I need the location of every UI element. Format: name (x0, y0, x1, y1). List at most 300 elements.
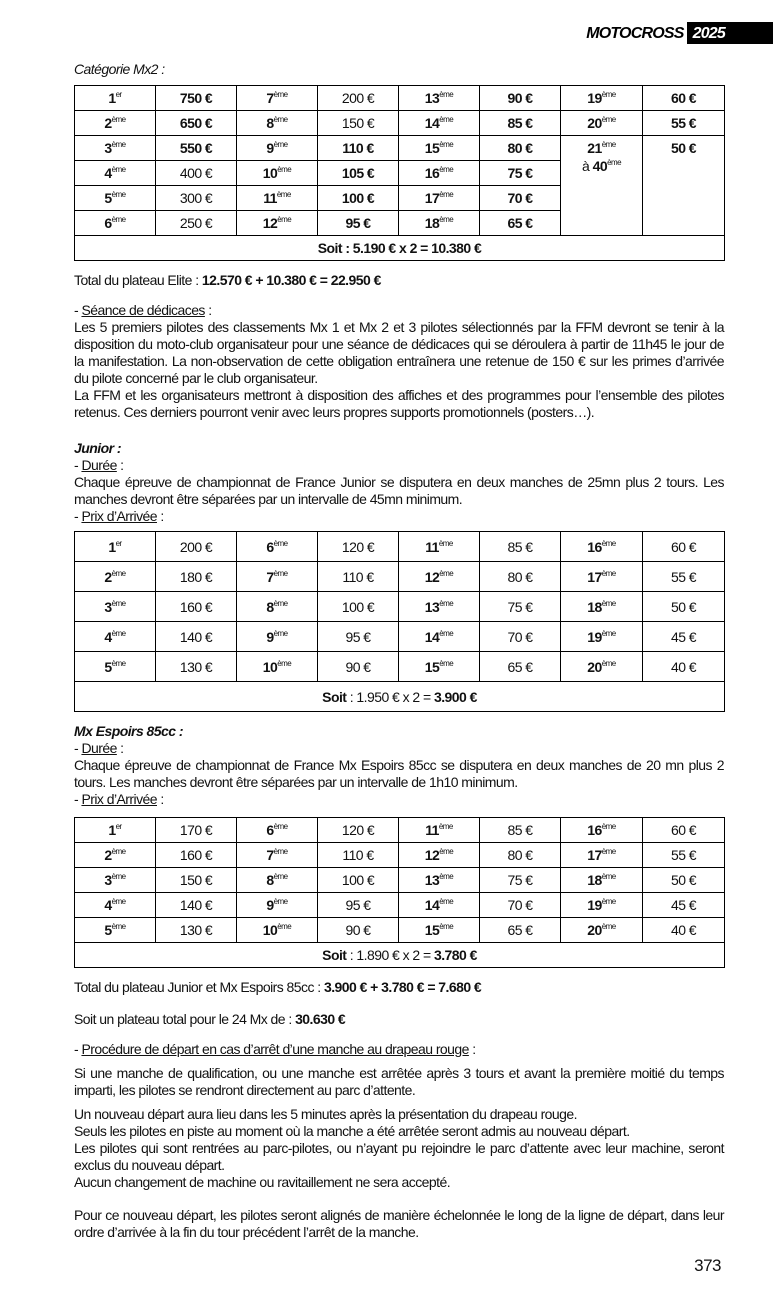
elite-total-value: 12.570 € + 10.380 € = 22.950 € (201, 272, 381, 288)
rank-suffix: ème (601, 538, 616, 548)
rank-cell (561, 918, 643, 943)
rank-cell (75, 161, 156, 186)
rank-number: 6 (104, 215, 112, 231)
table-row (75, 136, 725, 161)
rank-cell (399, 136, 480, 161)
rank-cell (75, 652, 156, 682)
rank-range-cell: 21ème à 40ème (561, 136, 643, 236)
procedure-dash: - (74, 1041, 82, 1057)
rank-number: 3 (104, 140, 112, 156)
rank-number: 6 (266, 538, 274, 555)
rank-suffix: ème (438, 538, 453, 548)
procedure-paragraph-1: Si une manche de qualification, ou une manche est arrêtée après 3 tours et avant la première moitié du temps imparti, les pilotes se rendront directement au parc d’attente. (74, 1065, 724, 1098)
plateau-total (74, 1011, 724, 1028)
prize-value-cell: 250 € (156, 211, 237, 236)
rank-number: 13 (424, 872, 440, 888)
rank-cell (399, 622, 480, 652)
plateau-total-value: 30.630 € (295, 1011, 346, 1027)
rank-cell (561, 652, 643, 682)
rank-suffix: ème (439, 658, 454, 668)
rank-number: 2 (104, 115, 112, 131)
rank-suffix: ème (273, 140, 288, 149)
rank-number: 20 (587, 115, 602, 131)
rank-number: 12 (424, 568, 440, 585)
procedure-paragraph-3: Pour ce nouveau départ, les pilotes seront alignés de manière échelonnée le long de la ligne de départ, dans leur ordre d’arrivée à la fin du tour précédent l’arrêt de la manche. (74, 1207, 724, 1240)
rank-suffix: er (115, 538, 122, 548)
procedure-line-c: Les pilotes qui sont rentrées au parc-pilotes, ou n’ayant pu rejoindre le parc d’attente avec leur machine, seront exclus du nouveau départ. (74, 1140, 724, 1173)
rank-suffix: ème (273, 847, 288, 856)
prize-value-cell: 650 € (156, 111, 237, 136)
rank-number: 3 (104, 598, 112, 615)
dedicaces-colon: : (204, 302, 212, 318)
prize-value-cell: 55 € (643, 111, 725, 136)
rank-cell (561, 622, 643, 652)
rank-suffix: ème (273, 115, 288, 124)
rank-cell (561, 818, 643, 843)
rank-suffix: ème (273, 538, 288, 548)
procedure-line-a: Un nouveau départ aura lieu dans les 5 minutes après la présentation du drapeau rouge. (74, 1106, 577, 1122)
rank-number: 14 (424, 628, 440, 645)
prize-value-cell: 40 € (643, 918, 725, 943)
prize-value-cell: 70 € (480, 622, 561, 652)
prize-value-cell: 120 € (318, 532, 399, 562)
rank-suffix: ème (601, 658, 616, 668)
rank-suffix: ème (273, 897, 288, 906)
rank-suffix: ème (601, 847, 616, 856)
junior-duree-label: - Durée : (74, 457, 124, 473)
rank-number: 12 (424, 847, 440, 863)
rank-cell (561, 562, 643, 592)
prize-value-cell: 95 € (318, 622, 399, 652)
prize-value-cell: 80 € (480, 843, 561, 868)
rank-cell (237, 818, 318, 843)
rank-suffix: ème (439, 598, 454, 608)
elite-total (74, 272, 724, 289)
prize-value-cell: 50 € (643, 136, 725, 236)
rank-number: 17 (424, 190, 440, 206)
prize-value-cell: 85 € (480, 818, 561, 843)
rank-cell (237, 136, 318, 161)
rank-number: 2 (104, 568, 112, 585)
rank-cell (75, 211, 156, 236)
rank-cell (399, 111, 480, 136)
espoirs-duree-label: - Durée : (74, 740, 124, 756)
rank-number: 1 (108, 822, 116, 838)
rank-suffix: ème (601, 90, 616, 99)
prize-value-cell: 400 € (156, 161, 237, 186)
rank-suffix: ème (276, 190, 291, 199)
rank-number: 4 (104, 897, 112, 913)
rank-number: 14 (424, 115, 440, 131)
rank-number: 7 (266, 568, 274, 585)
prize-value-cell: 100 € (318, 868, 399, 893)
prize-value-cell: 75 € (480, 161, 561, 186)
rank-suffix: ème (439, 897, 454, 906)
rank-cell (75, 893, 156, 918)
rank-cell (75, 622, 156, 652)
rank-cell (561, 843, 643, 868)
dedicaces-dash: - (74, 302, 82, 318)
prize-value-cell: 140 € (156, 622, 237, 652)
prize-value-cell: 45 € (643, 893, 725, 918)
prize-value-cell: 120 € (318, 818, 399, 843)
prize-value-cell: 150 € (156, 868, 237, 893)
rank-number: 11 (425, 822, 439, 838)
rank-cell (237, 843, 318, 868)
rank-number: 8 (266, 872, 274, 888)
prize-value-cell: 110 € (318, 136, 399, 161)
procedure-heading (74, 1041, 724, 1058)
rank-suffix: ème (273, 598, 288, 608)
rank-suffix: ème (601, 822, 616, 831)
prize-value-cell: 90 € (318, 652, 399, 682)
rank-cell (237, 161, 318, 186)
rank-cell (75, 918, 156, 943)
rank-cell (75, 818, 156, 843)
prize-value-cell: 40 € (643, 652, 725, 682)
rank-cell (75, 868, 156, 893)
rank-cell (399, 652, 480, 682)
rank-suffix: ème (439, 90, 454, 99)
table-row (75, 868, 725, 893)
rank-number: 16 (424, 165, 440, 181)
rank-suffix: ème (601, 872, 616, 881)
rank-number: 9 (266, 628, 274, 645)
rank-suffix: ème (439, 872, 454, 881)
prize-value-cell: 200 € (318, 86, 399, 111)
rank-suffix: ème (439, 847, 454, 856)
espoirs-duree-text: Chaque épreuve de championnat de France Mx Espoirs 85cc se disputera en deux manches de 20 mn plus 2 tours. Les manches devront être séparées par un intervalle de 1h10 minimum. (74, 757, 724, 790)
procedure-colon: : (468, 1041, 476, 1057)
prize-value-cell: 150 € (318, 111, 399, 136)
rank-suffix: ème (439, 115, 454, 124)
table-row (75, 918, 725, 943)
rank-cell (399, 868, 480, 893)
mx2-prize-table (74, 85, 725, 261)
dedicaces-section (74, 302, 724, 421)
prize-value-cell: 50 € (643, 592, 725, 622)
rank-suffix: ème (601, 628, 616, 638)
rank-number: 11 (425, 538, 439, 555)
rank-number: 18 (587, 872, 602, 888)
rank-suffix: ème (277, 922, 292, 931)
rank-cell (561, 86, 643, 111)
rank-cell (237, 211, 318, 236)
rank-suffix: ème (111, 165, 126, 174)
table-row (75, 818, 725, 843)
prize-value-cell: 550 € (156, 136, 237, 161)
page-number: 373 (694, 1256, 721, 1275)
prize-value-cell: 75 € (480, 592, 561, 622)
junior-duree-text: Chaque épreuve de championnat de France Junior se disputera en deux manches de 25mn plus 2 tours. Les manches devront être séparées par un intervalle de 45mn minimum. (74, 474, 724, 507)
rank-number: 15 (424, 922, 440, 938)
table-row (75, 562, 725, 592)
rank-cell (399, 161, 480, 186)
table-row (75, 893, 725, 918)
rank-cell (237, 893, 318, 918)
junior-prix-label: - Prix d’Arrivée : (74, 508, 164, 524)
espoirs-duree-label-text: Durée (81, 740, 117, 756)
procedure-heading-text: Procédure de départ en cas d’arrêt d’une manche au drapeau rouge (81, 1041, 469, 1057)
prize-value-cell: 90 € (318, 918, 399, 943)
dedicaces-paragraph-2: La FFM et les organisateurs mettront à disposition des affiches et des programmes pour l’ensemble des pilotes retenus. Ces derniers pourront venir avec leurs propres supports promotionnels (posters…). (74, 387, 724, 420)
junior-prize-table (74, 531, 725, 712)
table-row (75, 111, 725, 136)
dedicaces-heading-text: Séance de dédicaces (81, 302, 205, 318)
rank-cell (75, 136, 156, 161)
table-row (75, 622, 725, 652)
espoirs-section (74, 723, 724, 808)
rank-suffix: ème (111, 872, 126, 881)
rank-suffix: ème (277, 658, 292, 668)
table-total-cell: Soit : 1.890 € x 2 = 3.780 € (75, 943, 725, 968)
prize-value-cell: 75 € (480, 868, 561, 893)
prize-value-cell: 100 € (318, 592, 399, 622)
rank-cell (237, 868, 318, 893)
prize-value-cell: 130 € (156, 918, 237, 943)
rank-number: 2 (104, 847, 112, 863)
rank-cell (237, 186, 318, 211)
rank-cell (237, 918, 318, 943)
rank-suffix: ème (438, 822, 453, 831)
rank-suffix: ème (601, 598, 616, 608)
junior-plateau-total-value: 3.900 € + 3.780 € = 7.680 € (323, 979, 482, 995)
rank-number: 19 (587, 897, 602, 913)
rank-suffix: ème (111, 922, 126, 931)
rank-number: 16 (587, 822, 602, 838)
rank-number: 20 (587, 658, 602, 675)
rank-number: 10 (262, 658, 278, 675)
rank-number: 8 (266, 598, 274, 615)
prize-value-cell: 60 € (643, 86, 725, 111)
rank-number: 5 (104, 190, 112, 206)
rank-number: 19 (587, 628, 602, 645)
rank-suffix: ème (111, 847, 126, 856)
rank-suffix: ème (273, 628, 288, 638)
prize-value-cell: 180 € (156, 562, 237, 592)
rank-number: 12 (262, 215, 278, 231)
rank-cell (399, 186, 480, 211)
rank-suffix: ème (439, 215, 454, 224)
dedicaces-paragraph-1: Les 5 premiers pilotes des classements Mx 1 et Mx 2 et 3 pilotes sélectionnés par la FFM devront se tenir à la disposition du moto-club organisateur pour une séance de dédicaces qui se déroulera à partir de 11h45 le jour de la manifestation. La non-observation de cette obligation entraînera une retenue de 150 € sur les primes d’arrivée du pilote concerné par le club organisateur. (74, 319, 724, 386)
prize-value-cell: 90 € (480, 86, 561, 111)
procedure-paragraph-2 (74, 1106, 724, 1191)
rank-cell (75, 532, 156, 562)
prize-value-cell: 45 € (643, 622, 725, 652)
procedure-line-b: Seuls les pilotes en piste au moment où la manche a été arrêtée seront admis au nouveau départ. (74, 1123, 630, 1139)
prize-value-cell: 55 € (643, 562, 725, 592)
rank-number: 10 (262, 165, 278, 181)
prize-value-cell: 100 € (318, 186, 399, 211)
prize-value-cell: 70 € (480, 186, 561, 211)
rank-suffix: ème (439, 165, 454, 174)
table-row (75, 86, 725, 111)
espoirs-prix-label: - Prix d’Arrivée : (74, 791, 164, 807)
rank-cell (399, 86, 480, 111)
rank-cell (75, 111, 156, 136)
prize-value-cell: 60 € (643, 818, 725, 843)
rank-number: 18 (587, 598, 602, 615)
rank-number: 1 (108, 90, 116, 106)
prize-value-cell: 80 € (480, 136, 561, 161)
rank-cell (237, 86, 318, 111)
rank-suffix: ème (111, 140, 126, 149)
rank-number: 13 (424, 90, 440, 106)
rank-number: 3 (104, 872, 112, 888)
rank-number: 4 (104, 628, 112, 645)
rank-number: 15 (424, 140, 440, 156)
prize-value-cell: 50 € (643, 868, 725, 893)
prize-value-cell: 95 € (318, 211, 399, 236)
mx2-title: Catégorie Mx2 : (74, 61, 165, 77)
rank-number: 1 (108, 538, 116, 555)
rank-cell (399, 843, 480, 868)
rank-number: 9 (266, 140, 274, 156)
rank-suffix: ème (111, 598, 126, 608)
junior-plateau-total (74, 979, 724, 996)
prize-value-cell: 65 € (480, 211, 561, 236)
rank-number: 9 (266, 897, 274, 913)
rank-cell (237, 652, 318, 682)
rank-number: 11 (263, 190, 277, 206)
brand-year: 2025 (687, 22, 773, 44)
rank-number: 4 (104, 165, 112, 181)
plateau-total-label: Soit un plateau total pour le 24 Mx de : (74, 1011, 296, 1027)
rank-cell (399, 532, 480, 562)
rank-cell (561, 111, 643, 136)
rank-suffix: ème (273, 872, 288, 881)
espoirs-title: Mx Espoirs 85cc : (74, 723, 183, 739)
prize-value-cell: 85 € (480, 532, 561, 562)
rank-cell (399, 592, 480, 622)
rank-suffix: ème (439, 190, 454, 199)
rank-suffix: ème (111, 190, 126, 199)
prize-value-cell: 110 € (318, 843, 399, 868)
rank-number: 18 (424, 215, 440, 231)
rank-suffix: ème (273, 568, 288, 578)
prize-value-cell: 85 € (480, 111, 561, 136)
rank-suffix: ème (273, 90, 288, 99)
junior-section (74, 440, 724, 525)
rank-suffix: er (115, 90, 122, 99)
rank-suffix: ème (439, 922, 454, 931)
espoirs-prize-table (74, 817, 725, 968)
prize-value-cell: 70 € (480, 893, 561, 918)
rank-cell (237, 532, 318, 562)
junior-prix-label-text: Prix d’Arrivée (81, 508, 157, 524)
rank-number: 17 (587, 847, 602, 863)
rank-suffix: ème (111, 628, 126, 638)
rank-number: 13 (424, 598, 440, 615)
prize-value-cell: 65 € (480, 652, 561, 682)
rank-cell (561, 592, 643, 622)
rank-suffix: ème (439, 628, 454, 638)
prize-value-cell: 160 € (156, 592, 237, 622)
rank-cell (237, 562, 318, 592)
mx2-total-cell: Soit : 5.190 € x 2 = 10.380 € (75, 236, 725, 261)
table-total-cell: Soit : 1.950 € x 2 = 3.900 € (75, 682, 725, 712)
prize-value-cell: 160 € (156, 843, 237, 868)
rank-number: 20 (587, 922, 602, 938)
rank-suffix: ème (601, 115, 616, 124)
prize-value-cell: 110 € (318, 562, 399, 592)
prize-value-cell: 65 € (480, 918, 561, 943)
junior-plateau-total-label: Total du plateau Junior et Mx Espoirs 85cc : (74, 979, 324, 995)
rank-suffix: ème (111, 115, 126, 124)
rank-cell (237, 111, 318, 136)
prize-value-cell: 55 € (643, 843, 725, 868)
rank-suffix: ème (273, 822, 288, 831)
prize-value-cell: 140 € (156, 893, 237, 918)
rank-suffix: ème (439, 140, 454, 149)
rank-suffix: ème (277, 215, 292, 224)
rank-suffix: ème (111, 568, 126, 578)
prize-value-cell: 105 € (318, 161, 399, 186)
rank-cell (399, 562, 480, 592)
rank-number: 10 (262, 922, 278, 938)
rank-number: 14 (424, 897, 440, 913)
prize-value-cell: 750 € (156, 86, 237, 111)
rank-suffix: ème (439, 568, 454, 578)
rank-cell (561, 893, 643, 918)
rank-suffix: ème (111, 215, 126, 224)
rank-suffix: er (115, 822, 122, 831)
rank-number: 19 (587, 90, 602, 106)
rank-cell (75, 186, 156, 211)
junior-title: Junior : (74, 440, 121, 456)
rank-suffix: ème (277, 165, 292, 174)
elite-total-label: Total du plateau Elite : (74, 272, 202, 288)
rank-suffix: ème (111, 658, 126, 668)
brand-word: MOTOCROSS (586, 25, 684, 42)
header-brand (586, 22, 773, 44)
rank-cell (399, 918, 480, 943)
rank-number: 5 (104, 658, 112, 675)
rank-cell (75, 843, 156, 868)
rank-cell (399, 211, 480, 236)
rank-suffix: ème (601, 922, 616, 931)
rank-number: 7 (266, 90, 274, 106)
rank-suffix: ème (111, 897, 126, 906)
rank-suffix: ème (601, 897, 616, 906)
procedure-line-d: Aucun changement de machine ou ravitaillement ne sera accepté. (74, 1174, 451, 1190)
rank-cell (561, 532, 643, 562)
rank-number: 16 (587, 538, 602, 555)
rank-cell (561, 868, 643, 893)
table-row (75, 652, 725, 682)
rank-number: 8 (266, 115, 274, 131)
rank-number: 17 (587, 568, 602, 585)
dedicaces-heading (74, 302, 724, 319)
rank-cell (75, 86, 156, 111)
prize-value-cell: 170 € (156, 818, 237, 843)
espoirs-prix-label-text: Prix d’Arrivée (81, 791, 157, 807)
rank-number: 5 (104, 922, 112, 938)
rank-number: 6 (266, 822, 274, 838)
prize-value-cell: 80 € (480, 562, 561, 592)
prize-value-cell: 60 € (643, 532, 725, 562)
rank-suffix: ème (601, 568, 616, 578)
junior-duree-label-text: Durée (81, 457, 117, 473)
rank-number: 15 (424, 658, 440, 675)
rank-cell (75, 562, 156, 592)
table-row (75, 592, 725, 622)
prize-value-cell: 200 € (156, 532, 237, 562)
rank-cell (237, 622, 318, 652)
table-row (75, 843, 725, 868)
rank-number: 7 (266, 847, 274, 863)
rank-cell (399, 893, 480, 918)
